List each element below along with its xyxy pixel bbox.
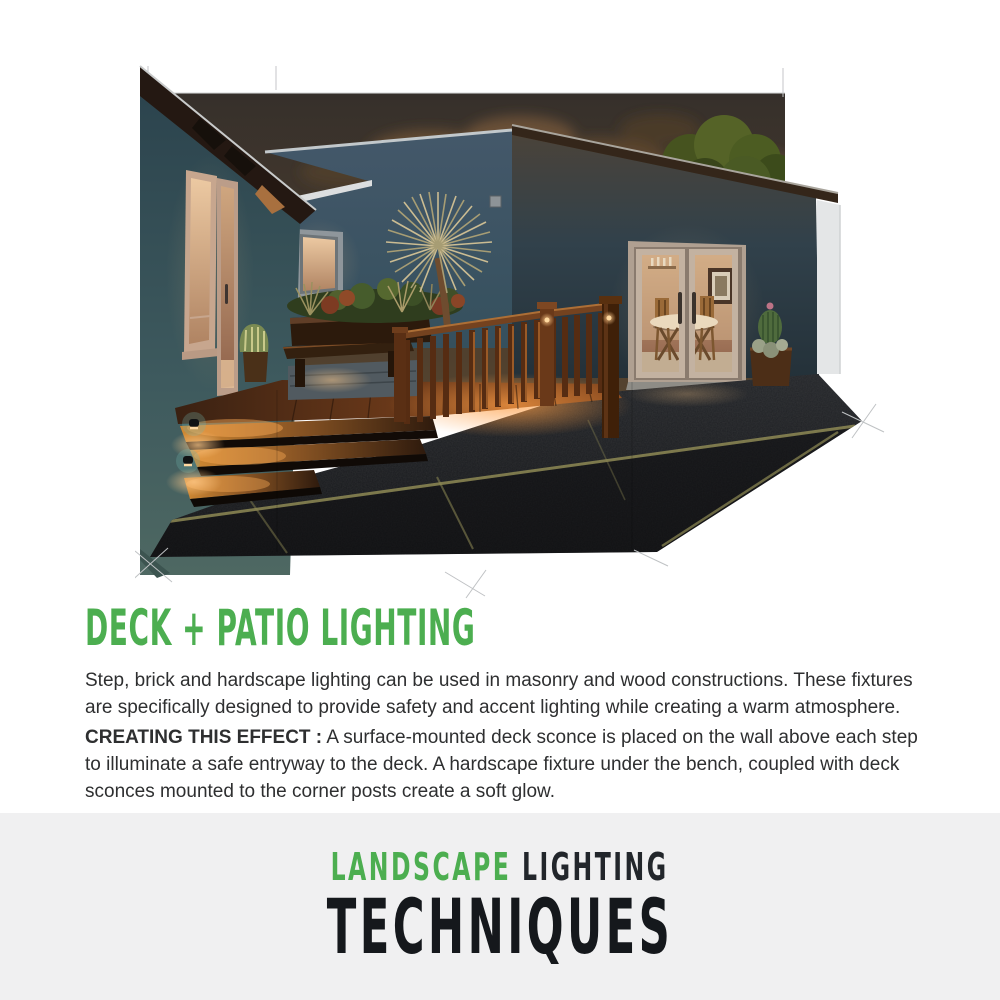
effect-paragraph bbox=[85, 724, 933, 805]
effect-text: A surface-mounted deck sconce is placed on the wall above each step to illuminate a safe entryway to the deck. A hardscape fixture under the bench, coupled with deck sconces mounted to the corner posts create a soft glow. bbox=[85, 727, 918, 802]
deck-patio-illustration bbox=[135, 60, 895, 605]
brand-word-landscape: LANDSCAPE bbox=[331, 845, 512, 889]
section-title: DECK + PATIO LIGHTING bbox=[85, 599, 476, 657]
section-body bbox=[85, 667, 933, 805]
section-content bbox=[85, 599, 933, 808]
footer-brand-band bbox=[0, 813, 1000, 1000]
intro-paragraph: Step, brick and hardscape lighting can be used in masonry and wood constructions. These fixtures are specifically designed to provide safety and accent lighting while creating a warm atmosphere. bbox=[85, 670, 913, 718]
brand-line2: TECHNIQUES bbox=[326, 881, 674, 971]
brand-word-lighting: LIGHTING bbox=[511, 845, 669, 889]
effect-label: CREATING THIS EFFECT : bbox=[85, 727, 323, 748]
